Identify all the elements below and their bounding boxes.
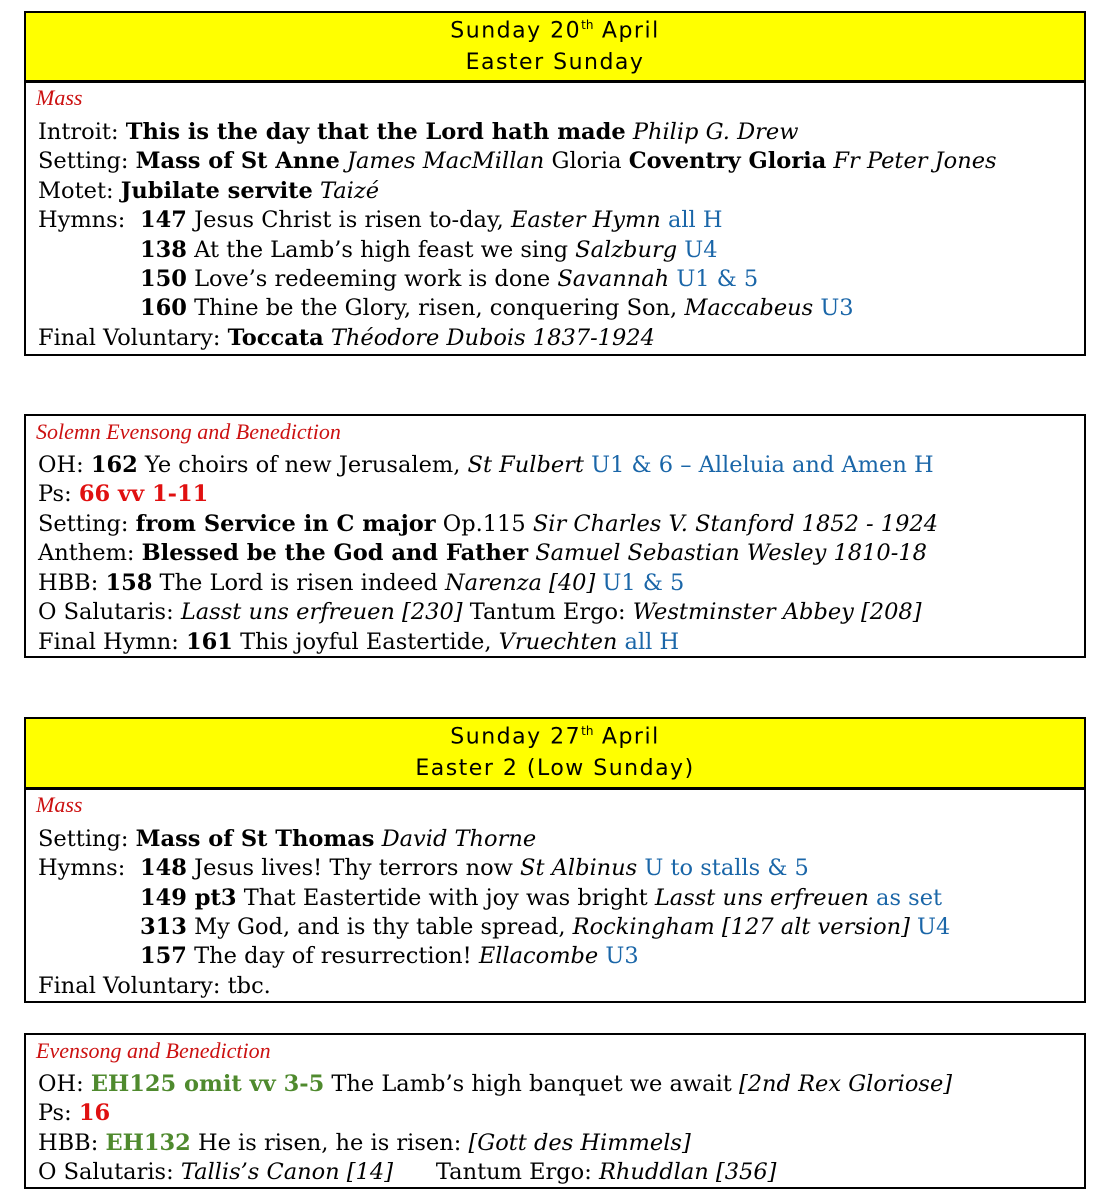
introit-line: Introit: This is the day that the Lord hath made Philip G. Drew [38, 119, 799, 145]
hbb-line: HBB: EH132 He is risen, he is risen: [Gott des Himmels] [38, 1130, 691, 1156]
mass-section-2 [24, 789, 1086, 1003]
final-voluntary-line: Final Voluntary: tbc. [38, 973, 271, 999]
evensong-section-2 [24, 1033, 1086, 1189]
final-voluntary-line: Final Voluntary: Toccata Théodore Dubois 1837-1924 [38, 325, 655, 351]
hymn-line: 147 Jesus Christ is risen to-day, Easter Hymn all H [140, 207, 723, 233]
section-label: Solemn Evensong and Benediction [36, 419, 341, 444]
hymn-line: 313 My God, and is thy table spread, Rockingham [127 alt version] U4 [140, 914, 951, 940]
hymn-line: 138 At the Lamb’s high feast we sing Salzburg U4 [140, 237, 718, 263]
hymn-line: 149 pt3 That Eastertide with joy was bright Lasst uns erfreuen as set [140, 885, 943, 911]
hymn-label: Hymns: [38, 855, 126, 881]
o-salutaris-line: O Salutaris: Lasst uns erfreuen [230] Tantum Ergo: Westminster Abbey [208] [38, 599, 922, 625]
psalm-line: Ps: 16 [38, 1100, 111, 1126]
setting-line: Setting: Mass of St Thomas David Thorne [38, 826, 537, 852]
evensong-section-1 [24, 414, 1086, 658]
motet-line: Motet: Jubilate servite Taizé [38, 178, 380, 204]
occasion-line: Easter Sunday [465, 50, 645, 75]
hymn-line: 150 Love’s redeeming work is done Savannah U1 & 5 [140, 266, 759, 292]
date-header-1 [24, 11, 1086, 83]
setting-line: Setting: from Service in C major Op.115 Sir Charles V. Stanford 1852 - 1924 [38, 511, 939, 537]
final-hymn-line: Final Hymn: 161 This joyful Eastertide, Vruechten all H [38, 629, 680, 655]
hymn-line: 148 Jesus lives! Thy terrors now St Albinus U to stalls & 5 [140, 855, 809, 881]
oh-line: OH: 162 Ye choirs of new Jerusalem, St Fulbert U1 & 6 – Alleluia and Amen H [38, 452, 934, 478]
date-header-2 [24, 717, 1086, 790]
section-label: Evensong and Benediction [36, 1038, 271, 1063]
hymn-line: 157 The day of resurrection! Ellacombe U3 [140, 943, 639, 969]
oh-line: OH: EH125 omit vv 3-5 The Lamb’s high banquet we await [2nd Rex Gloriose] [38, 1071, 953, 1097]
hbb-line: HBB: 158 The Lord is risen indeed Narenza [40] U1 & 5 [38, 570, 685, 596]
date-line: Sunday 20th April [450, 18, 660, 44]
occasion-line: Easter 2 (Low Sunday) [415, 756, 695, 781]
setting-line: Setting: Mass of St Anne James MacMillan Gloria Coventry Gloria Fr Peter Jones [38, 148, 997, 174]
date-line: Sunday 27th April [450, 724, 660, 750]
mass-section-1 [24, 82, 1086, 356]
hymn-line: 160 Thine be the Glory, risen, conquering Son, Maccabeus U3 [140, 295, 854, 321]
hymn-label: Hymns: [38, 207, 126, 233]
anthem-line: Anthem: Blessed be the God and Father Samuel Sebastian Wesley 1810-18 [38, 540, 927, 566]
psalm-line: Ps: 66 vv 1-11 [38, 481, 209, 507]
o-salutaris-line: O Salutaris: Tallis’s Canon [14] Tantum Ergo: Rhuddlan [356] [38, 1159, 777, 1185]
section-label: Mass [36, 85, 83, 110]
section-label: Mass [36, 792, 83, 817]
